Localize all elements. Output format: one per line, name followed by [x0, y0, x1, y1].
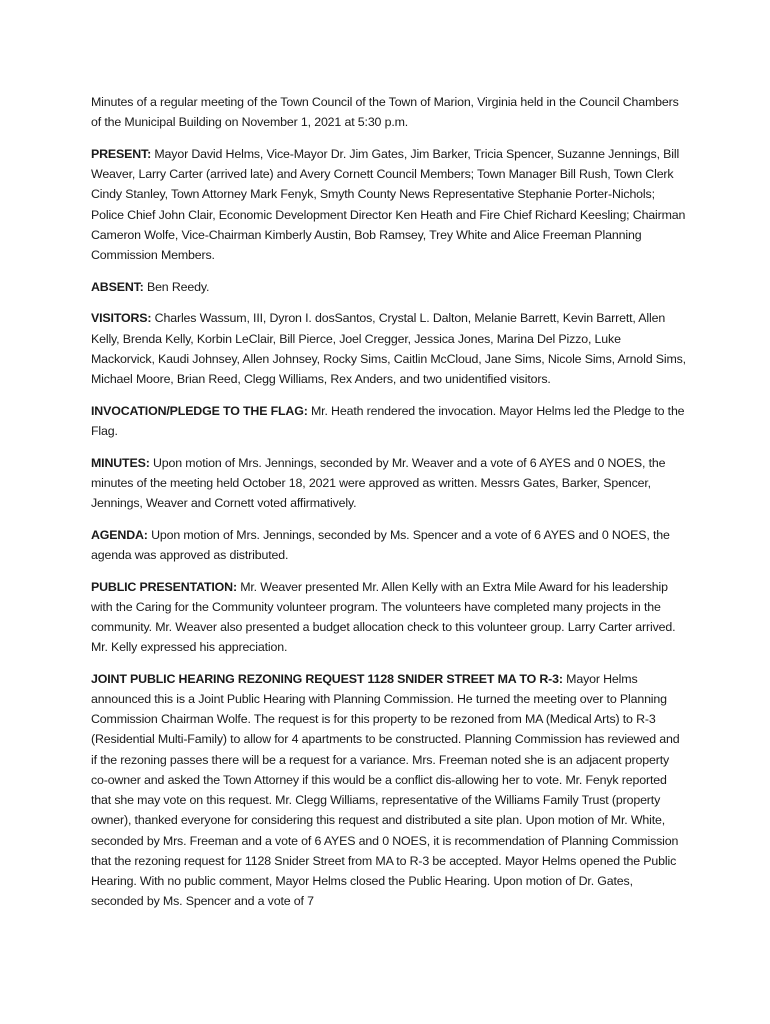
joint-hearing-text: Mayor Helms announced this is a Joint Public Hearing with Planning Commission. He turned the meeting over to Planning Commission Chairman Wolfe. The request is for this property to be rezoned from MA (Medical Arts) to R-3 (Residential Multi-Family) to allow for 4 apartments to be constructed. Planning Commission has reviewed and if the rezoning passes there will be a request for a variance. Mrs. Freeman noted she is an adjacent property co-owner and asked the Town Attorney if this would be a conflict dis-allowing her to vote. Mr. Fenyk reported that she may vote on this request. Mr. Clegg Williams, representative of the Williams Family Trust (property owner), thanked everyone for considering this request and distributed a site plan. Upon motion of Mr. White, seconded by Mrs. Freeman and a vote of 6 AYES and 0 NOES, it is recommendation of Planning Commission that the rezoning request for 1128 Snider Street from MA to R-3 be accepted. Mayor Helms opened the Public Hearing. With no public comment, Mayor Helms closed the Public Hearing. Upon motion of Dr. Gates, seconded by Ms. Spencer and a vote of 7 — [91, 671, 680, 909]
absent-text: Ben Reedy. — [143, 279, 210, 294]
minutes-document — [91, 92, 687, 923]
visitors-paragraph — [91, 308, 687, 389]
invocation-paragraph — [91, 401, 687, 441]
agenda-text: Upon motion of Mrs. Jennings, seconded by Ms. Spencer and a vote of 6 AYES and 0 NOES, the agenda was approved as distributed. — [91, 527, 670, 562]
public-presentation-paragraph — [91, 577, 687, 658]
minutes-text: Upon motion of Mrs. Jennings, seconded by Mr. Weaver and a vote of 6 AYES and 0 NOES, the minutes of the meeting held October 18, 2021 were approved as written. Messrs Gates, Barker, Spencer, Jennings, Weaver and Cornett voted affirmatively. — [91, 455, 666, 510]
invocation-text: Mr. Heath rendered the invocation. Mayor Helms led the Pledge to the Flag. — [91, 403, 685, 438]
absent-label: ABSENT: — [91, 279, 144, 294]
absent-paragraph — [91, 277, 687, 297]
present-text: Mayor David Helms, Vice-Mayor Dr. Jim Gates, Jim Barker, Tricia Spencer, Suzanne Jennings, Bill Weaver, Larry Carter (arrived late) and Avery Cornett Council Members; Town Manager Bill Rush, Town Clerk Cindy Stanley, Town Attorney Mark Fenyk, Smyth County News Representative Stephanie Porter-Nichols; Police Chief John Clair, Economic Development Director Ken Heath and Fire Chief Richard Keesling; Chairman Cameron Wolfe, Vice-Chairman Kimberly Austin, Bob Ramsey, Trey White and Alice Freeman Planning Commission Members. — [91, 146, 686, 262]
visitors-text: Charles Wassum, III, Dyron I. dosSantos, Crystal L. Dalton, Melanie Barrett, Kevin Barrett, Allen Kelly, Brenda Kelly, Korbin LeClair, Bill Pierce, Joel Cregger, Jessica Jones, Marina Del Pizzo, Luke Mackorvick, Kaudi Johnsey, Allen Johnsey, Rocky Sims, Caitlin McCloud, Jane Sims, Nicole Sims, Arnold Sims, Michael Moore, Brian Reed, Clegg Williams, Rex Anders, and two unidentified visitors. — [91, 311, 686, 386]
minutes-label: MINUTES: — [91, 455, 150, 470]
public-presentation-text: Mr. Weaver presented Mr. Allen Kelly with an Extra Mile Award for his leadership with the Caring for the Community volunteer program. The volunteers have completed many projects in the community. Mr. Weaver also presented a budget allocation check to this volunteer group. Larry Carter arrived. Mr. Kelly expressed his appreciation. — [91, 579, 676, 655]
public-presentation-label: PUBLIC PRESENTATION: — [91, 579, 237, 594]
intro-text: Minutes of a regular meeting of the Town Council of the Town of Marion, Virginia held in the Council Chambers of the Municipal Building on November 1, 2021 at 5:30 p.m. — [91, 95, 679, 130]
agenda-label: AGENDA: — [91, 527, 148, 542]
present-paragraph — [91, 144, 687, 265]
present-label: PRESENT: — [91, 146, 152, 161]
invocation-label: INVOCATION/PLEDGE TO THE FLAG: — [91, 403, 308, 418]
visitors-label: VISITORS: — [91, 311, 152, 326]
intro-paragraph — [91, 92, 687, 132]
joint-hearing-label: JOINT PUBLIC HEARING REZONING REQUEST 1128 SNIDER STREET MA TO R-3: — [91, 671, 563, 686]
agenda-paragraph — [91, 525, 687, 565]
minutes-paragraph — [91, 453, 687, 514]
joint-hearing-paragraph — [91, 669, 687, 911]
